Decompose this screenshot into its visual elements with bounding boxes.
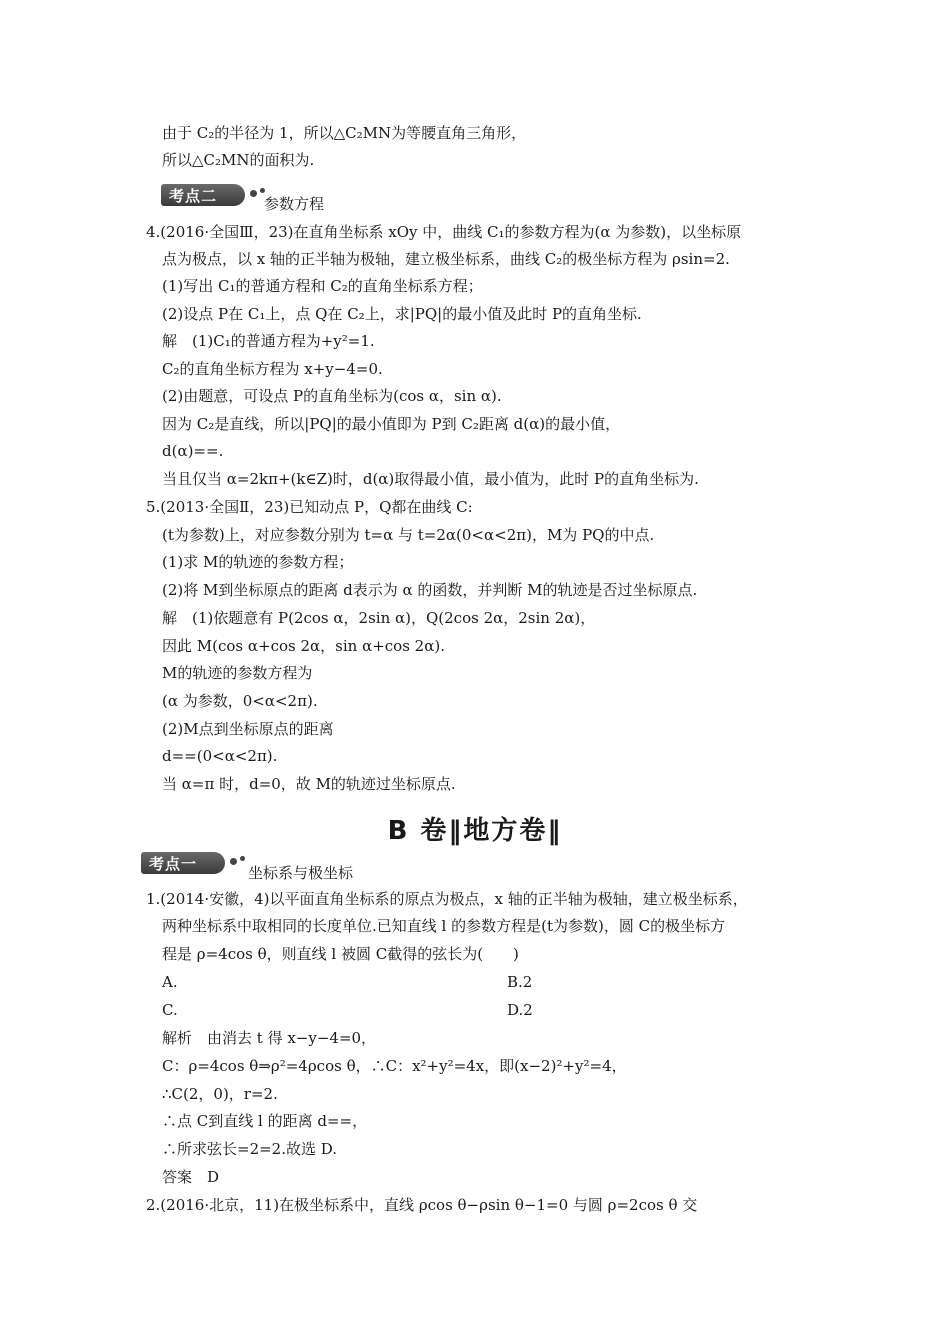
question-line: (2)将 M到坐标原点的距离 d表示为 α 的函数，并判断 M的轨迹是否过坐标原点. bbox=[162, 581, 698, 599]
solution-line: 因此 M(cos α+cos 2α，sin α+cos 2α). bbox=[162, 637, 445, 655]
question-line: (1)求 M的轨迹的参数方程； bbox=[162, 553, 354, 571]
solution-line: d(α)==. bbox=[162, 442, 224, 460]
question-line: 点为极点，以 x 轴的正半轴为极轴，建立极坐标系，曲线 C₂的极坐标方程为 ρsin=2. bbox=[162, 250, 730, 268]
text-line: 所以△C₂MN的面积为. bbox=[162, 151, 315, 169]
question-line: (1)写出 C₁的普通方程和 C₂的直角坐标系方程； bbox=[162, 277, 483, 295]
question-line: 4.(2016·全国Ⅲ，23)在直角坐标系 xOy 中，曲线 C₁的参数方程为(α 为参数)，以坐标原 bbox=[146, 223, 742, 241]
section-title-coords: 坐标系与极坐标 bbox=[248, 864, 354, 882]
option-a: A. bbox=[162, 973, 178, 991]
text-line: 由于 C₂的半径为 1，所以△C₂MN为等腰直角三角形， bbox=[162, 124, 527, 142]
solution-line: ∴C(2，0)，r=2. bbox=[162, 1085, 278, 1103]
solution-line: (2)M点到坐标原点的距离 bbox=[162, 720, 334, 738]
question-line: (2)设点 P在 C₁上，点 Q在 C₂上，求|PQ|的最小值及此时 P的直角坐标. bbox=[162, 305, 642, 323]
solution-line: ∴所求弦长=2=2.故选 D. bbox=[162, 1140, 338, 1158]
option-d: D.2 bbox=[507, 1001, 533, 1019]
solution-line: ∴点 C到直线 l 的距离 d==， bbox=[162, 1112, 368, 1130]
question-line: 5.(2013·全国Ⅱ，23)已知动点 P，Q都在曲线 C: bbox=[146, 498, 473, 516]
option-c: C. bbox=[162, 1001, 178, 1019]
volume-banner: B 卷‖地方卷‖ bbox=[387, 816, 563, 846]
answer-line: 答案 D bbox=[162, 1168, 220, 1186]
solution-line: 因为 C₂是直线，所以|PQ|的最小值即为 P到 C₂距离 d(α)的最小值， bbox=[162, 415, 621, 433]
dots-icon bbox=[230, 856, 245, 865]
solution-line: (α 为参数，0<α<2π). bbox=[162, 692, 318, 710]
section-badge-kd1 bbox=[141, 852, 225, 874]
solution-line: 解析 由消去 t 得 x−y−4=0， bbox=[162, 1029, 377, 1047]
badge-label: 考点一 bbox=[149, 854, 198, 873]
solution-line: (2)由题意，可设点 P的直角坐标为(cos α，sin α). bbox=[162, 387, 502, 405]
solution-line: C₂的直角坐标方程为 x+y−4=0. bbox=[162, 360, 383, 378]
question-line: (t为参数)上，对应参数分别为 t=α 与 t=2α(0<α<2π)，M为 PQ的中点. bbox=[162, 526, 655, 544]
solution-line: 解 (1)C₁的普通方程为+y²=1. bbox=[162, 332, 375, 350]
question-line: 2.(2016·北京，11)在极坐标系中，直线 ρcos θ−ρsin θ−1=0 与圆 ρ=2cos θ 交 bbox=[146, 1196, 698, 1214]
solution-line: 当且仅当 α=2kπ+(k∈Z)时，d(α)取得最小值，最小值为，此时 P的直角坐标为. bbox=[162, 470, 699, 488]
solution-line: 解 (1)依题意有 P(2cos α，2sin α)，Q(2cos 2α，2sin 2α)， bbox=[162, 609, 596, 627]
section-badge-kd2 bbox=[161, 184, 245, 206]
section-title-params: 参数方程 bbox=[264, 195, 325, 213]
question-line: 两种坐标系中取相同的长度单位.已知直线 l 的参数方程是(t为参数)，圆 C的极坐标方 bbox=[162, 917, 726, 935]
dots-icon bbox=[250, 188, 265, 197]
solution-line: M的轨迹的参数方程为 bbox=[162, 664, 313, 682]
badge-label: 考点二 bbox=[169, 186, 218, 205]
solution-line: C：ρ=4cos θ⇒ρ²=4ρcos θ，∴C：x²+y²=4x，即(x−2)²+y²=4， bbox=[162, 1057, 627, 1075]
question-line: 1.(2014·安徽，4)以平面直角坐标系的原点为极点，x 轴的正半轴为极轴，建立极坐标系， bbox=[146, 890, 748, 908]
option-b: B.2 bbox=[507, 973, 533, 991]
solution-line: d==(0<α<2π). bbox=[162, 747, 278, 765]
question-line: 程是 ρ=4cos θ，则直线 l 被圆 C截得的弦长为( ) bbox=[162, 945, 519, 963]
solution-line: 当 α=π 时，d=0，故 M的轨迹过坐标原点. bbox=[162, 775, 456, 793]
